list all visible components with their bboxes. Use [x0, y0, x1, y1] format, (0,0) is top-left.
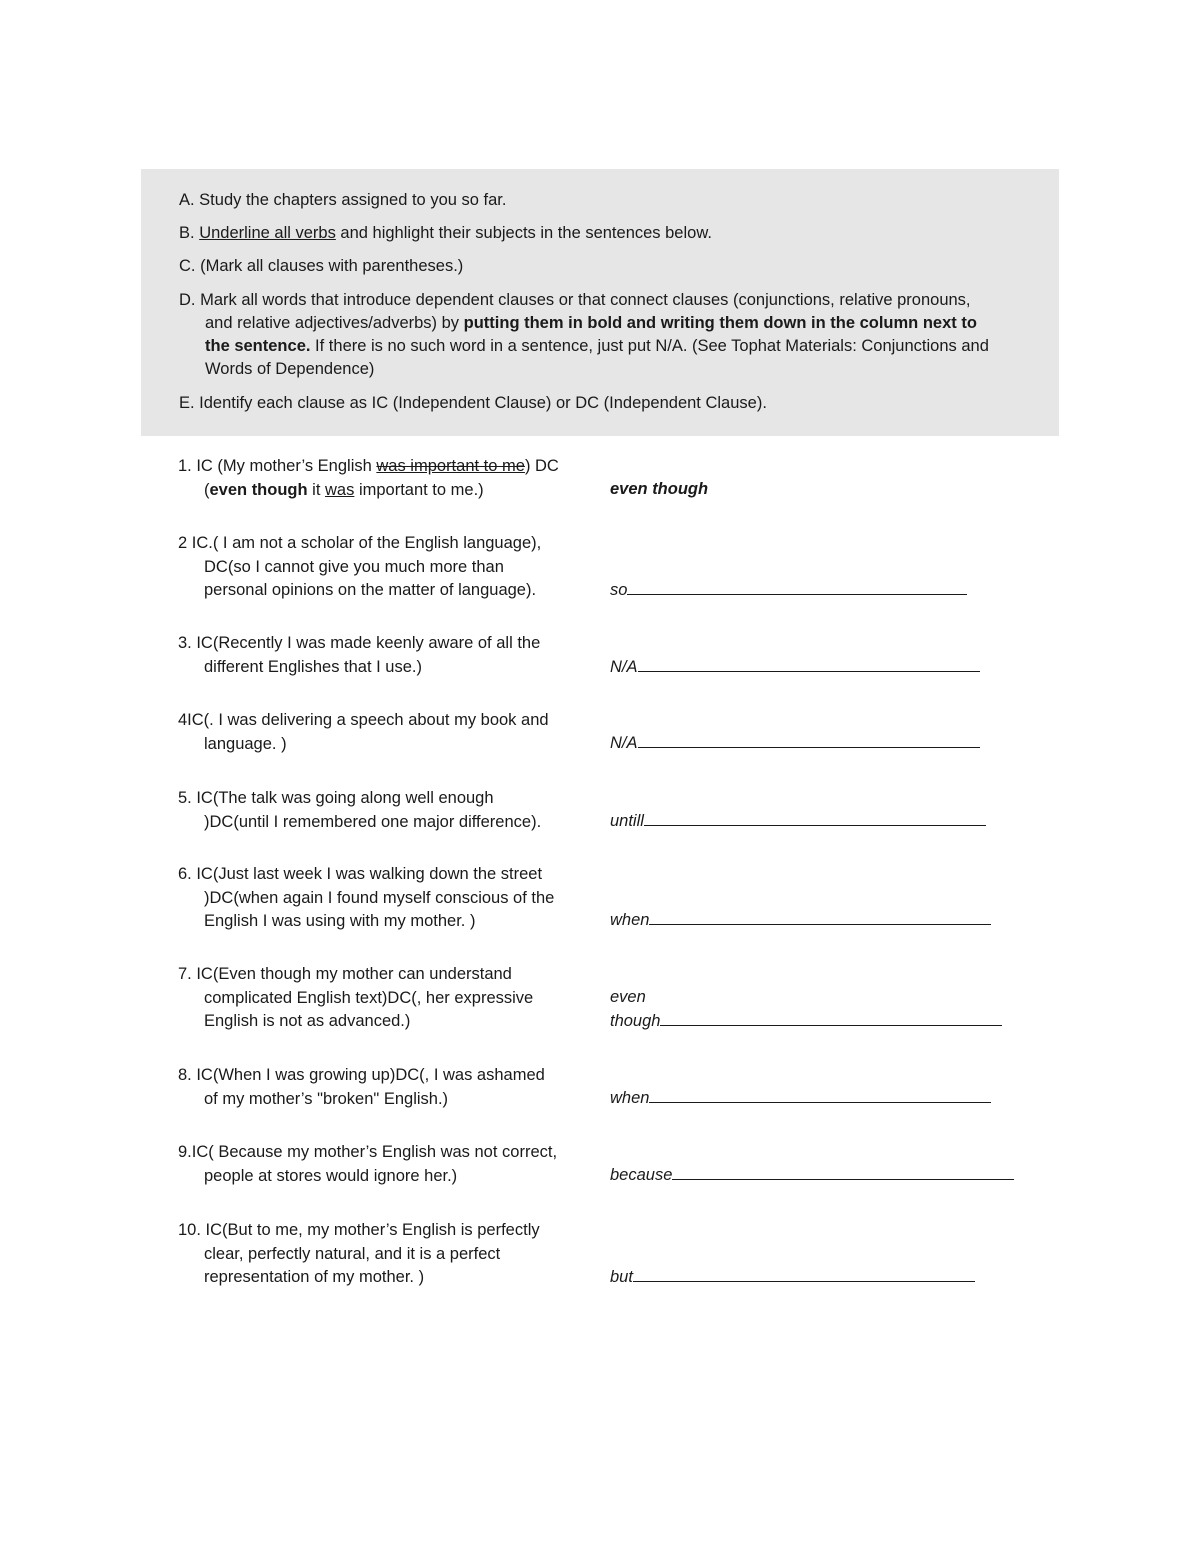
sentence-10-line3: representation of my mother. ) — [204, 1268, 425, 1286]
answer-5-text: untill — [610, 812, 644, 830]
answer-5-blank — [644, 810, 986, 826]
instruction-b — [179, 222, 1049, 245]
sentence-8 — [178, 1064, 598, 1111]
answer-7-line1: even — [610, 988, 646, 1006]
answer-7-blank — [660, 1010, 1002, 1026]
instruction-d-line2-bold: putting them in bold and writing them down in the column next to — [463, 314, 977, 332]
sentence-3 — [178, 632, 598, 679]
sentence-1-text-b: ) DC — [524, 457, 559, 475]
answer-8-blank — [649, 1087, 991, 1103]
sentence-1-verb-phrase: was important to me — [376, 457, 525, 475]
answer-9-text: because — [610, 1166, 673, 1184]
answer-10 — [610, 1266, 975, 1290]
answer-2-text: so — [610, 581, 628, 599]
sentence-4 — [178, 709, 598, 756]
answer-3-text: N/A — [610, 658, 638, 676]
sentence-2-line1: 2 IC.( I am not a scholar of the English language), — [178, 534, 542, 552]
answer-7 — [610, 986, 1002, 1033]
sentence-1-text-c: it — [307, 480, 326, 499]
sentence-2-line2: DC(so I cannot give you much more than — [204, 557, 504, 576]
answer-4-blank — [638, 732, 980, 748]
instructions-box — [141, 169, 1059, 436]
sentence-9 — [178, 1141, 598, 1188]
sentence-8-line2: of my mother’s "broken" English.) — [204, 1089, 449, 1108]
sentence-6 — [178, 863, 598, 934]
instruction-d-line3 — [179, 335, 1049, 358]
instruction-b-rest: and highlight their subjects in the sentences below. — [335, 224, 712, 242]
instruction-d-line3-bold: the sentence. — [205, 337, 311, 355]
sentence-5-line2: )DC(until I remembered one major difference). — [204, 812, 542, 831]
sentence-2-line3: personal opinions on the matter of language). — [204, 581, 537, 599]
sentence-5-line1: 5. IC(The talk was going along well enough — [178, 789, 494, 807]
instruction-d-line2-plain: and relative adjectives/adverbs) by — [205, 314, 464, 332]
sentence-1-connector: even though — [209, 480, 308, 499]
answer-2 — [610, 579, 967, 603]
sentence-6-line2: )DC(when again I found myself conscious of the — [204, 888, 555, 907]
sentence-4-line2: language. ) — [204, 734, 287, 753]
answer-10-blank — [633, 1266, 975, 1282]
sentence-2 — [178, 532, 598, 603]
answer-9-blank — [672, 1164, 1014, 1180]
sentence-6-line1: 6. IC(Just last week I was walking down the street — [178, 865, 543, 883]
sentence-8-line1: 8. IC(When I was growing up)DC(, I was ashamed — [178, 1066, 545, 1084]
answer-7-line2 — [610, 1010, 1002, 1034]
instruction-d-line2 — [179, 312, 1049, 335]
sentence-1-verb: was — [325, 480, 355, 499]
instruction-d-line1: D. Mark all words that introduce dependent clauses or that connect clauses (conjunctions, relative pronouns, — [179, 291, 971, 309]
answer-5 — [610, 810, 986, 834]
answer-6-text: when — [610, 911, 650, 929]
sentence-3-line1: 3. IC(Recently I was made keenly aware of all the — [178, 634, 541, 652]
answer-4-text: N/A — [610, 734, 638, 752]
instruction-a: A. Study the chapters assigned to you so far. — [179, 191, 507, 209]
instruction-b-underlined: Underline all verbs — [199, 224, 336, 242]
sentence-1 — [178, 455, 598, 502]
answer-6 — [610, 909, 991, 933]
answer-10-text: but — [610, 1268, 633, 1286]
sentence-1-open-paren: ( — [204, 480, 210, 499]
sentence-5 — [178, 787, 598, 834]
answer-8 — [610, 1087, 991, 1111]
answer-7-text: though — [610, 1011, 661, 1030]
answer-9 — [610, 1164, 1014, 1188]
instruction-b-prefix: B. — [179, 224, 200, 242]
sentence-7-line1: 7. IC(Even though my mother can understand — [178, 965, 512, 983]
sentence-3-line2: different Englishes that I use.) — [204, 657, 422, 676]
answer-4 — [610, 732, 980, 756]
instruction-d — [179, 289, 1049, 381]
sentence-10-line2: clear, perfectly natural, and it is a perfect — [204, 1244, 501, 1263]
answer-1: even though — [610, 480, 709, 498]
instruction-c: C. (Mark all clauses with parentheses.) — [179, 257, 464, 275]
sentence-6-line3: English I was using with my mother. ) — [204, 912, 476, 930]
instruction-d-line3-plain: If there is no such word in a sentence, just put N/A. (See Tophat Materials: Conjunctions and — [310, 337, 989, 355]
instruction-d-line4: Words of Dependence) — [205, 360, 375, 378]
instruction-e: E. Identify each clause as IC (Independent Clause) or DC (Independent Clause). — [179, 394, 767, 412]
sentence-1-text-a: 1. IC (My mother’s English — [178, 457, 377, 475]
sentence-10-line1: 10. IC(But to me, my mother’s English is perfectly — [178, 1221, 540, 1239]
sentence-9-line2: people at stores would ignore her.) — [204, 1166, 458, 1185]
sentence-1-text-d: important to me.) — [354, 480, 484, 499]
answer-3 — [610, 656, 980, 680]
sentence-1-line1 — [178, 455, 598, 479]
sentence-7-line3: English is not as advanced.) — [204, 1012, 411, 1030]
sentence-9-line1: 9.IC( Because my mother’s English was not correct, — [178, 1143, 558, 1161]
sentence-10 — [178, 1219, 598, 1290]
sentence-1-line2 — [178, 479, 598, 503]
sentence-7 — [178, 963, 598, 1034]
sentence-7-line2: complicated English text)DC(, her expressive — [204, 988, 534, 1007]
answer-3-blank — [638, 656, 980, 672]
sentence-4-line1: 4IC(. I was delivering a speech about my book and — [178, 711, 549, 729]
answer-2-blank — [627, 579, 967, 595]
answer-6-blank — [649, 909, 991, 925]
answer-8-text: when — [610, 1089, 650, 1107]
